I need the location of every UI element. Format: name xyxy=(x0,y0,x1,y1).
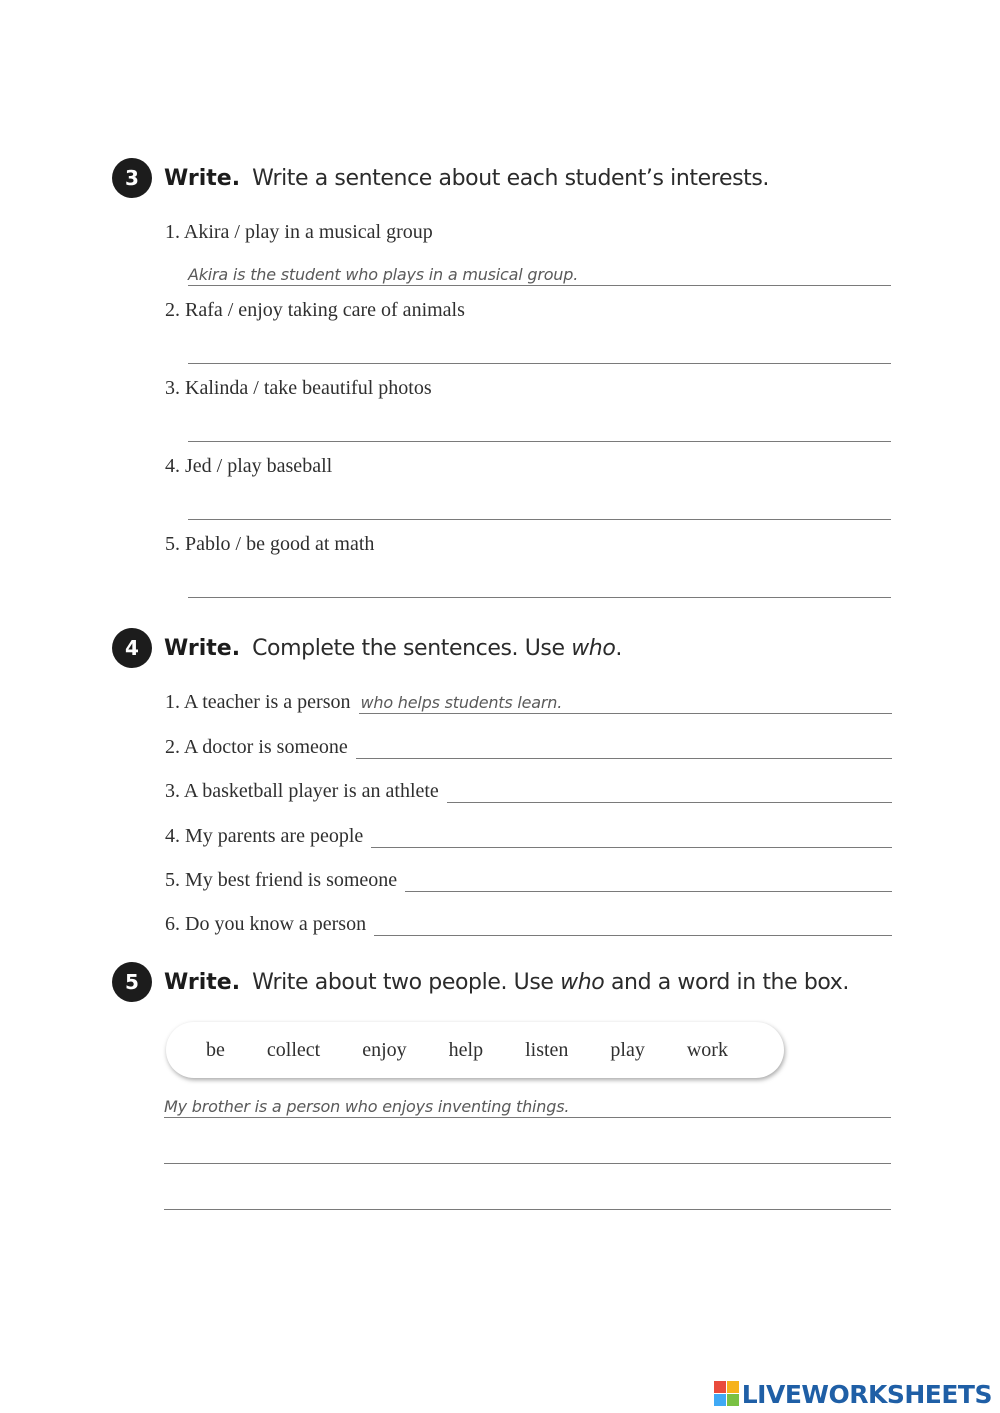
section-number-badge: 3 xyxy=(112,158,152,198)
word-work: work xyxy=(686,1038,728,1061)
s4-item-4 xyxy=(165,822,892,848)
s3-answer-line-3[interactable] xyxy=(188,441,891,442)
s4-answer-line-5[interactable] xyxy=(405,869,892,892)
section-number-badge: 5 xyxy=(112,962,152,1002)
word-be: be xyxy=(206,1038,225,1061)
s4-answer-1[interactable]: who helps students learn. xyxy=(360,693,563,712)
s4-answer-line-6[interactable] xyxy=(374,913,892,936)
write-label: Write. xyxy=(164,165,241,191)
word-listen: listen xyxy=(525,1038,569,1061)
s3-answer-line-2[interactable] xyxy=(188,363,891,364)
word-box xyxy=(166,1022,784,1078)
s3-answer-1[interactable]: Akira is the student who plays in a musical group. xyxy=(188,265,579,284)
section-instruction: Write a sentence about each student’s interests. xyxy=(252,165,770,191)
word-play: play xyxy=(610,1038,645,1061)
s3-answer-line-4[interactable] xyxy=(188,519,891,520)
s4-prompt-4: 4. My parents are people xyxy=(165,825,364,847)
s3-prompt-4: 4. Jed / play baseball xyxy=(165,455,333,477)
s3-answer-line-5[interactable] xyxy=(188,597,891,598)
s4-item-3 xyxy=(165,777,892,803)
liveworksheets-brand xyxy=(714,1379,992,1409)
s3-prompt-1: 1. Akira / play in a musical group xyxy=(165,221,433,243)
s5-answer-1[interactable]: My brother is a person who enjoys inventing things. xyxy=(164,1097,570,1116)
section-instruction: Write about two people. Use who and a word in the box. xyxy=(252,969,849,995)
s4-item-2 xyxy=(165,733,892,759)
s4-prompt-1: 1. A teacher is a person xyxy=(165,691,351,713)
section-instruction: Complete the sentences. Use who. xyxy=(252,635,623,661)
liveworksheets-logo-icon xyxy=(714,1381,740,1407)
word-enjoy: enjoy xyxy=(362,1038,407,1061)
emphasis-who: who xyxy=(560,969,605,995)
s4-answer-line-4[interactable] xyxy=(371,825,892,848)
section-4-header xyxy=(112,628,622,668)
s5-answer-line-2[interactable] xyxy=(164,1163,891,1164)
write-label: Write. xyxy=(164,969,241,995)
s4-item-6 xyxy=(165,910,892,936)
s4-answer-line-3[interactable] xyxy=(447,780,892,803)
s3-answer-line-1[interactable] xyxy=(188,285,891,286)
s4-prompt-3: 3. A basketball player is an athlete xyxy=(165,780,439,802)
s3-prompt-3: 3. Kalinda / take beautiful photos xyxy=(165,377,432,399)
section-number-badge: 4 xyxy=(112,628,152,668)
emphasis-who: who xyxy=(571,635,616,661)
s4-item-1 xyxy=(165,688,892,714)
s4-prompt-6: 6. Do you know a person xyxy=(165,913,367,935)
s3-prompt-2: 2. Rafa / enjoy taking care of animals xyxy=(165,299,465,321)
s4-prompt-5: 5. My best friend is someone xyxy=(165,869,398,891)
s3-prompt-5: 5. Pablo / be good at math xyxy=(165,533,375,555)
s4-answer-line-2[interactable] xyxy=(356,736,892,759)
s4-item-5 xyxy=(165,866,892,892)
section-3-header xyxy=(112,158,769,198)
s5-answer-line-1[interactable] xyxy=(164,1117,891,1118)
word-help: help xyxy=(448,1038,484,1061)
write-label: Write. xyxy=(164,635,241,661)
s4-answer-line-1[interactable] xyxy=(359,691,893,714)
section-5-header xyxy=(112,962,849,1002)
brand-text: LIVEWORKSHEETS xyxy=(741,1379,992,1409)
s5-answer-line-3[interactable] xyxy=(164,1209,891,1210)
word-collect: collect xyxy=(266,1038,321,1061)
s4-prompt-2: 2. A doctor is someone xyxy=(165,736,348,758)
